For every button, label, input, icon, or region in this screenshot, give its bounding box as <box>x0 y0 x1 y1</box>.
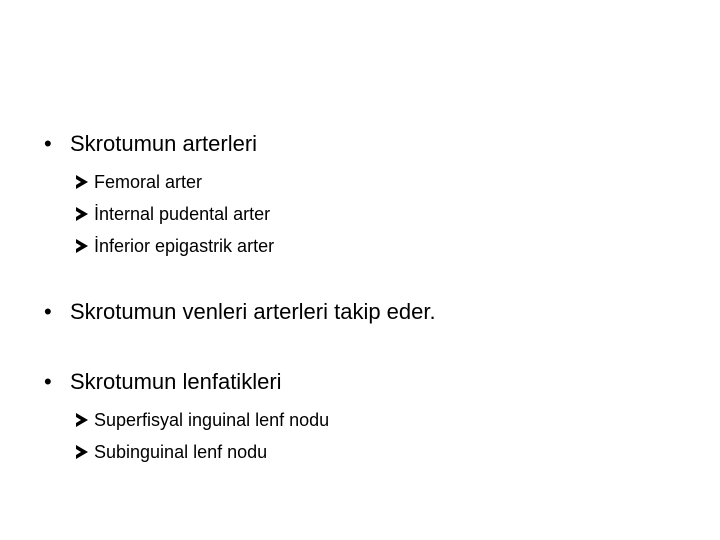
sub-list <box>44 404 329 468</box>
bullet-section-veins <box>44 298 436 326</box>
sub-item-label: İnferior epigastrik arter <box>94 236 275 256</box>
sub-item-label: Superfisyal inguinal lenf nodu <box>94 410 330 430</box>
sub-item <box>76 404 329 436</box>
sub-item-label: Femoral arter <box>94 172 203 192</box>
sub-list <box>44 166 274 262</box>
bullet-section-arteries <box>44 130 274 262</box>
bullet-heading: Skrotumun lenfatikleri <box>70 369 282 394</box>
bullet-heading: Skrotumun arterleri <box>70 131 258 156</box>
arrow-bullet-icon <box>76 207 88 221</box>
sub-item <box>76 230 274 262</box>
bullet-dot-icon: • <box>44 131 52 156</box>
arrow-bullet-icon <box>76 445 88 459</box>
sub-item <box>76 198 274 230</box>
arrow-bullet-icon <box>76 175 88 189</box>
arrow-bullet-icon <box>76 239 88 253</box>
bullet-line <box>44 298 436 326</box>
bullet-line <box>44 130 274 158</box>
bullet-heading: Skrotumun venleri arterleri takip eder. <box>70 299 436 324</box>
sub-item <box>76 166 274 198</box>
sub-item-label: Subinguinal lenf nodu <box>94 442 268 462</box>
sub-item-label: İnternal pudental arter <box>94 204 271 224</box>
bullet-line <box>44 368 329 396</box>
bullet-dot-icon: • <box>44 369 52 394</box>
arrow-bullet-icon <box>76 413 88 427</box>
sub-item <box>76 436 329 468</box>
bullet-dot-icon: • <box>44 299 52 324</box>
bullet-section-lymphatics <box>44 368 329 468</box>
